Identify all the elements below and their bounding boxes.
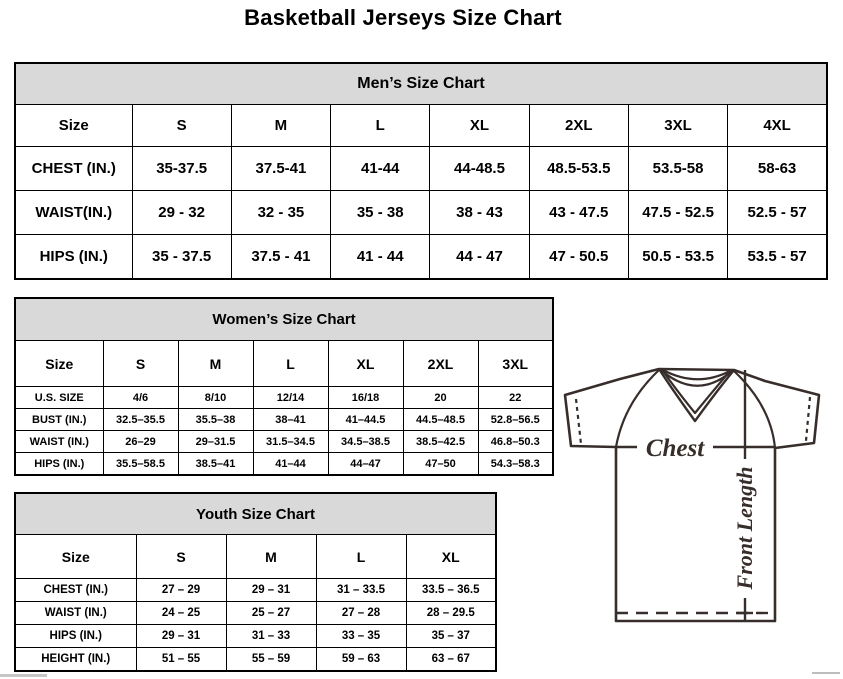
youth-chest-row [15, 579, 496, 602]
value-cell: 53.5 - 57 [728, 235, 827, 280]
header-cell: Size [15, 535, 136, 579]
header-cell: Size [15, 341, 103, 387]
page-title: Basketball Jerseys Size Chart [244, 5, 562, 30]
value-cell: 33 – 35 [316, 625, 406, 648]
value-cell: 37.5 - 41 [231, 235, 330, 280]
value-cell: 59 – 63 [316, 648, 406, 672]
value-cell: 16/18 [328, 387, 403, 409]
value-cell: 26–29 [103, 431, 178, 453]
value-cell: 46.8–50.3 [478, 431, 553, 453]
mens-chart-title-row [15, 63, 827, 105]
mens-chest-row [15, 147, 827, 191]
womens-hips-row [15, 453, 553, 476]
youth-chart-title: Youth Size Chart [15, 493, 496, 535]
horizontal-scrollbar-fragment-left[interactable] [0, 674, 47, 677]
header-cell: M [178, 341, 253, 387]
value-cell: 31.5–34.5 [253, 431, 328, 453]
value-cell: 29 – 31 [226, 579, 316, 602]
header-cell: 2XL [403, 341, 478, 387]
value-cell: 25 – 27 [226, 602, 316, 625]
value-cell: 32 - 35 [231, 191, 330, 235]
value-cell: 35.5–58.5 [103, 453, 178, 476]
header-cell: 2XL [529, 105, 628, 147]
value-cell: 35 - 38 [331, 191, 430, 235]
value-cell: 12/14 [253, 387, 328, 409]
value-cell: 44–47 [328, 453, 403, 476]
youth-height-row [15, 648, 496, 672]
mens-chart-title: Men’s Size Chart [15, 63, 827, 105]
horizontal-scrollbar-fragment-right[interactable] [812, 672, 840, 674]
value-cell: 32.5–35.5 [103, 409, 178, 431]
header-cell: S [132, 105, 231, 147]
value-cell: 47.5 - 52.5 [628, 191, 727, 235]
value-cell: 34.5–38.5 [328, 431, 403, 453]
value-cell: 22 [478, 387, 553, 409]
row-label-cell: BUST (IN.) [15, 409, 103, 431]
header-cell: XL [328, 341, 403, 387]
value-cell: 54.3–58.3 [478, 453, 553, 476]
value-cell: 50.5 - 53.5 [628, 235, 727, 280]
womens-us-size-row [15, 387, 553, 409]
header-cell: 3XL [478, 341, 553, 387]
header-cell: 4XL [728, 105, 827, 147]
row-label-cell: HEIGHT (IN.) [15, 648, 136, 672]
header-cell: L [253, 341, 328, 387]
value-cell: 27 – 28 [316, 602, 406, 625]
youth-hips-row [15, 625, 496, 648]
front-length-label: Front Length [732, 466, 757, 590]
value-cell: 20 [403, 387, 478, 409]
value-cell: 38–41 [253, 409, 328, 431]
value-cell: 41–44 [253, 453, 328, 476]
value-cell: 63 – 67 [406, 648, 496, 672]
chest-label: Chest [645, 435, 705, 462]
value-cell: 52.5 - 57 [728, 191, 827, 235]
header-cell: M [226, 535, 316, 579]
row-label-cell: CHEST (IN.) [15, 147, 132, 191]
value-cell: 38 - 43 [430, 191, 529, 235]
youth-size-header-row [15, 535, 496, 579]
value-cell: 43 - 47.5 [529, 191, 628, 235]
value-cell: 52.8–56.5 [478, 409, 553, 431]
value-cell: 53.5-58 [628, 147, 727, 191]
value-cell: 35-37.5 [132, 147, 231, 191]
row-label-cell: WAIST (IN.) [15, 431, 103, 453]
header-cell: XL [406, 535, 496, 579]
womens-bust-row [15, 409, 553, 431]
row-label-cell: HIPS (IN.) [15, 453, 103, 476]
value-cell: 51 – 55 [136, 648, 226, 672]
value-cell: 33.5 – 36.5 [406, 579, 496, 602]
womens-size-header-row [15, 341, 553, 387]
value-cell: 47–50 [403, 453, 478, 476]
header-cell: Size [15, 105, 132, 147]
mens-size-header-row [15, 105, 827, 147]
value-cell: 58-63 [728, 147, 827, 191]
womens-size-chart-table [14, 297, 554, 476]
header-cell: L [331, 105, 430, 147]
value-cell: 29 - 32 [132, 191, 231, 235]
left-cuff-stitch-line [576, 399, 581, 444]
row-label-cell: CHEST (IN.) [15, 579, 136, 602]
value-cell: 29 – 31 [136, 625, 226, 648]
mens-waist-row [15, 191, 827, 235]
womens-chart-title-row [15, 298, 553, 341]
header-cell: M [231, 105, 330, 147]
value-cell: 41-44 [331, 147, 430, 191]
value-cell: 55 – 59 [226, 648, 316, 672]
value-cell: 29–31.5 [178, 431, 253, 453]
mens-size-chart-table [14, 62, 828, 280]
value-cell: 35.5–38 [178, 409, 253, 431]
value-cell: 38.5–41 [178, 453, 253, 476]
value-cell: 44-48.5 [430, 147, 529, 191]
value-cell: 37.5-41 [231, 147, 330, 191]
value-cell: 44.5–48.5 [403, 409, 478, 431]
header-cell: S [103, 341, 178, 387]
womens-chart-title: Women’s Size Chart [15, 298, 553, 341]
jersey-outline [565, 369, 819, 621]
header-cell: 3XL [628, 105, 727, 147]
header-cell: XL [430, 105, 529, 147]
row-label-cell: WAIST(IN.) [15, 191, 132, 235]
value-cell: 41–44.5 [328, 409, 403, 431]
mens-hips-row [15, 235, 827, 280]
value-cell: 48.5-53.5 [529, 147, 628, 191]
header-cell: L [316, 535, 406, 579]
value-cell: 35 - 37.5 [132, 235, 231, 280]
value-cell: 41 - 44 [331, 235, 430, 280]
womens-waist-row [15, 431, 553, 453]
value-cell: 38.5–42.5 [403, 431, 478, 453]
value-cell: 47 - 50.5 [529, 235, 628, 280]
jersey-measurement-diagram [552, 358, 843, 650]
value-cell: 27 – 29 [136, 579, 226, 602]
youth-waist-row [15, 602, 496, 625]
row-label-cell: HIPS (IN.) [15, 625, 136, 648]
value-cell: 44 - 47 [430, 235, 529, 280]
value-cell: 28 – 29.5 [406, 602, 496, 625]
value-cell: 31 – 33.5 [316, 579, 406, 602]
value-cell: 24 – 25 [136, 602, 226, 625]
value-cell: 8/10 [178, 387, 253, 409]
row-label-cell: WAIST (IN.) [15, 602, 136, 625]
youth-size-chart-table [14, 492, 497, 672]
value-cell: 35 – 37 [406, 625, 496, 648]
row-label-cell: HIPS (IN.) [15, 235, 132, 280]
youth-chart-title-row [15, 493, 496, 535]
value-cell: 4/6 [103, 387, 178, 409]
right-cuff-stitch-line [806, 397, 810, 441]
value-cell: 31 – 33 [226, 625, 316, 648]
row-label-cell: U.S. SIZE [15, 387, 103, 409]
header-cell: S [136, 535, 226, 579]
